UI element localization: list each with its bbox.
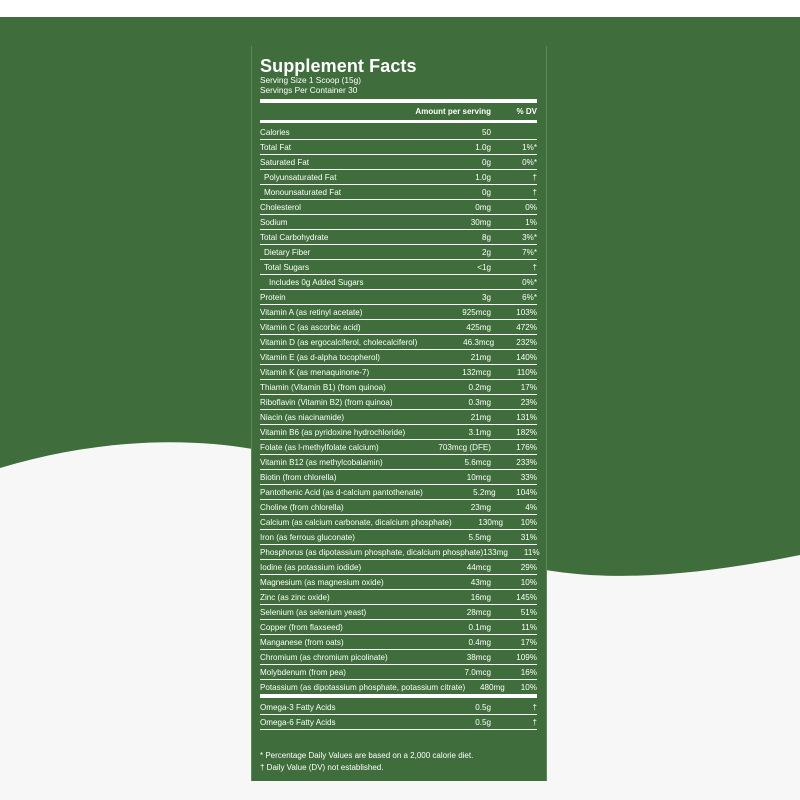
nutrient-name: Folate (as l-methylfolate calcium) <box>260 442 379 452</box>
nutrient-amount: 23mg <box>470 502 491 512</box>
nutrient-row <box>260 545 540 560</box>
nutrient-amount: 43mg <box>470 577 491 587</box>
nutrient-row <box>260 275 537 290</box>
serving-size: Serving Size 1 Scoop (15g) <box>260 75 362 85</box>
nutrient-name: Pantothenic Acid (as d-calcium pantothenate) <box>260 487 423 497</box>
nutrient-row <box>260 260 537 275</box>
nutrient-amount: 30mg <box>470 217 491 227</box>
nutrient-amount: 5.6mcg <box>464 457 491 467</box>
nutrient-dv: 110% <box>516 367 537 377</box>
nutrient-name: Iron (as ferrous gluconate) <box>260 532 355 542</box>
nutrient-dv: 31% <box>520 532 537 542</box>
nutrient-amount: 0mg <box>475 202 491 212</box>
nutrient-row <box>260 455 537 470</box>
nutrient-name: Choline (from chlorella) <box>260 502 344 512</box>
nutrient-dv: 29% <box>520 562 537 572</box>
nutrient-amount: 38mcg <box>466 652 491 662</box>
nutrient-dv: 103% <box>516 307 537 317</box>
nutrient-row <box>260 500 537 515</box>
nutrient-name: Vitamin D (as ergocalciferol, cholecalciferol) <box>260 337 418 347</box>
nutrient-row <box>260 485 537 500</box>
nutrient-name: Dietary Fiber <box>264 247 311 257</box>
nutrient-row <box>260 530 537 545</box>
nutrient-row <box>260 290 537 305</box>
nutrient-amount: 7.0mcg <box>464 667 491 677</box>
nutrient-name: Protein <box>260 292 286 302</box>
nutrient-amount: 0.1mg <box>468 622 491 632</box>
divider-mid <box>260 120 537 123</box>
nutrient-dv: † <box>532 717 537 727</box>
nutrient-amount: 425mg <box>466 322 491 332</box>
nutrient-dv: 472% <box>516 322 537 332</box>
nutrient-name: Omega-3 Fatty Acids <box>260 702 336 712</box>
amount-header: Amount per serving <box>415 107 491 116</box>
nutrient-name: Calcium (as calcium carbonate, dicalcium phosphate) <box>260 517 452 527</box>
nutrient-amount: 5.5mg <box>468 532 491 542</box>
footnote-dv-basis: * Percentage Daily Values are based on a 2,000 calorie diet. <box>260 751 474 760</box>
fatty-acid-list <box>260 700 537 730</box>
nutrient-dv: 51% <box>520 607 537 617</box>
nutrient-name: Omega-6 Fatty Acids <box>260 717 336 727</box>
nutrient-amount: 16mg <box>470 592 491 602</box>
nutrient-amount: 21mg <box>470 352 491 362</box>
nutrient-name: Thiamin (Vitamin B1) (from quinoa) <box>260 382 386 392</box>
nutrient-dv: 176% <box>516 442 537 452</box>
column-header <box>260 103 537 120</box>
nutrient-row <box>260 170 537 185</box>
nutrient-amount: 21mg <box>470 412 491 422</box>
footnote-dv-not-established: † Daily Value (DV) not established. <box>260 763 384 772</box>
servings-per-container: Servings Per Container 30 <box>260 84 358 95</box>
nutrient-amount: 28mcg <box>466 607 491 617</box>
nutrient-dv: 1%* <box>522 142 537 152</box>
nutrient-dv: 7%* <box>522 247 537 257</box>
nutrient-dv: 6%* <box>522 292 537 302</box>
nutrient-row <box>260 515 537 530</box>
nutrient-amount: 480mg <box>480 682 505 692</box>
nutrient-dv: 23% <box>520 397 537 407</box>
nutrient-amount: 3g <box>481 292 491 302</box>
nutrient-row <box>260 155 537 170</box>
nutrient-amount: 0g <box>481 187 491 197</box>
nutrient-row <box>260 440 537 455</box>
nutrient-name: Manganese (from oats) <box>260 637 344 647</box>
nutrient-amount: 0.4mg <box>468 637 491 647</box>
nutrient-row <box>260 140 537 155</box>
dv-header: % DV <box>516 107 537 116</box>
nutrient-amount: 1.0g <box>475 172 491 182</box>
nutrient-dv: 10% <box>520 517 537 527</box>
nutrient-dv: 17% <box>520 382 537 392</box>
nutrient-name: Saturated Fat <box>260 157 310 167</box>
nutrient-row <box>260 365 537 380</box>
nutrient-row <box>260 395 537 410</box>
nutrient-dv: 0% <box>525 202 537 212</box>
nutrient-row <box>260 650 537 665</box>
nutrient-name: Zinc (as zinc oxide) <box>260 592 330 602</box>
nutrient-row <box>260 665 537 680</box>
nutrient-dv: 140% <box>516 352 537 362</box>
nutrient-dv: 233% <box>516 457 537 467</box>
nutrient-row <box>260 380 537 395</box>
nutrient-row <box>260 335 537 350</box>
nutrient-dv: 16% <box>520 667 537 677</box>
nutrient-dv: † <box>532 172 537 182</box>
nutrient-name: Riboflavin (Vitamin B2) (from quinoa) <box>260 397 393 407</box>
nutrient-amount: <1g <box>477 262 491 272</box>
nutrient-row <box>260 410 537 425</box>
nutrient-dv: 11% <box>523 547 540 557</box>
nutrient-dv: 17% <box>520 637 537 647</box>
nutrient-row <box>260 320 537 335</box>
nutrient-dv: 104% <box>516 487 537 497</box>
nutrient-row <box>260 125 537 140</box>
nutrient-dv: 145% <box>516 592 537 602</box>
nutrient-amount: 132mcg <box>462 367 491 377</box>
nutrient-row <box>260 230 537 245</box>
nutrient-amount: 8g <box>481 232 491 242</box>
nutrient-name: Includes 0g Added Sugars <box>269 277 364 287</box>
nutrient-amount: 925mcg <box>462 307 491 317</box>
nutrient-row <box>260 245 537 260</box>
nutrient-dv: † <box>532 187 537 197</box>
nutrient-row <box>260 700 537 715</box>
nutrient-name: Chromium (as chromium picolinate) <box>260 652 388 662</box>
nutrient-name: Vitamin A (as retinyl acetate) <box>260 307 363 317</box>
nutrient-row <box>260 620 537 635</box>
nutrient-name: Biotin (from chlorella) <box>260 472 337 482</box>
nutrient-dv: 182% <box>516 427 537 437</box>
nutrient-dv: 109% <box>516 652 537 662</box>
nutrient-dv: 10% <box>520 682 537 692</box>
nutrient-amount: 133mg <box>483 547 508 557</box>
nutrient-amount: 1.0g <box>475 142 491 152</box>
nutrient-row <box>260 680 537 695</box>
nutrient-amount: 130mg <box>478 517 504 527</box>
nutrient-name: Total Sugars <box>264 262 309 272</box>
nutrient-amount: 0.2mg <box>468 382 491 392</box>
nutrient-row <box>260 560 537 575</box>
nutrient-amount: 50 <box>481 127 491 137</box>
nutrient-name: Cholesterol <box>260 202 301 212</box>
nutrient-name: Molybdenum (from pea) <box>260 667 346 677</box>
divider-end <box>260 695 537 698</box>
nutrient-name: Polyunsaturated Fat <box>264 172 337 182</box>
nutrient-name: Calories <box>260 127 290 137</box>
nutrient-amount: 46.3mcg <box>463 337 495 347</box>
nutrient-amount: 44mcg <box>466 562 491 572</box>
nutrient-amount: 3.1mg <box>468 427 492 437</box>
supplement-facts-panel <box>251 46 547 781</box>
nutrient-amount: 703mcg (DFE) <box>438 442 491 452</box>
nutrient-name: Monounsaturated Fat <box>264 187 341 197</box>
nutrient-amount: 0.3mg <box>468 397 491 407</box>
nutrient-row <box>260 350 537 365</box>
nutrient-dv: † <box>532 262 537 272</box>
nutrient-dv: 0%* <box>522 157 537 167</box>
nutrient-row <box>260 575 537 590</box>
nutrient-row <box>260 305 537 320</box>
panel-title: Supplement Facts <box>260 56 417 76</box>
nutrient-amount: 0g <box>481 157 491 167</box>
nutrient-amount: 0.5g <box>475 702 491 712</box>
nutrient-row <box>260 425 537 440</box>
nutrient-list <box>260 125 540 695</box>
nutrient-dv: 11% <box>521 622 537 632</box>
nutrient-amount: 0.5g <box>475 717 491 727</box>
nutrient-dv: 0%* <box>522 277 537 287</box>
nutrient-name: Copper (from flaxseed) <box>260 622 343 632</box>
nutrient-name: Vitamin C (as ascorbic acid) <box>260 322 361 332</box>
nutrient-name: Vitamin K (as menaquinone-7) <box>260 367 370 377</box>
nutrient-dv: 33% <box>520 472 537 482</box>
nutrient-dv: 1% <box>525 217 537 227</box>
nutrient-dv: 131% <box>516 412 537 422</box>
nutrient-amount: 10mcg <box>466 472 491 482</box>
nutrient-row <box>260 185 537 200</box>
nutrient-row <box>260 715 537 730</box>
nutrient-amount: 5.2mg <box>473 487 496 497</box>
nutrient-dv: 3%* <box>522 232 537 242</box>
nutrient-row <box>260 605 537 620</box>
footnotes <box>260 750 537 774</box>
nutrient-name: Total Fat <box>260 142 292 152</box>
nutrient-name: Vitamin B12 (as methylcobalamin) <box>260 457 383 467</box>
nutrient-row <box>260 590 537 605</box>
nutrient-name: Phosphorus (as dipotassium phosphate, dicalcium phosphate) <box>260 547 484 557</box>
nutrient-dv: 10% <box>520 577 537 587</box>
nutrient-row <box>260 200 537 215</box>
nutrient-name: Selenium (as selenium yeast) <box>260 607 367 617</box>
nutrient-row <box>260 215 537 230</box>
nutrient-name: Magnesium (as magnesium oxide) <box>260 577 384 587</box>
nutrient-name: Iodine (as potassium iodide) <box>260 562 362 572</box>
nutrient-dv: 232% <box>516 337 537 347</box>
nutrient-name: Sodium <box>260 217 288 227</box>
nutrient-amount: 2g <box>481 247 491 257</box>
nutrient-name: Niacin (as niacinamide) <box>260 412 345 422</box>
nutrient-name: Vitamin B6 (as pyridoxine hydrochloride) <box>260 427 406 437</box>
nutrient-dv: † <box>532 702 537 712</box>
nutrient-row <box>260 635 537 650</box>
nutrient-dv: 4% <box>525 502 537 512</box>
nutrient-name: Vitamin E (as d-alpha tocopherol) <box>260 352 380 362</box>
nutrient-row <box>260 470 537 485</box>
nutrient-name: Potassium (as dipotassium phosphate, potassium citrate) <box>260 682 466 692</box>
nutrient-name: Total Carbohydrate <box>260 232 329 242</box>
